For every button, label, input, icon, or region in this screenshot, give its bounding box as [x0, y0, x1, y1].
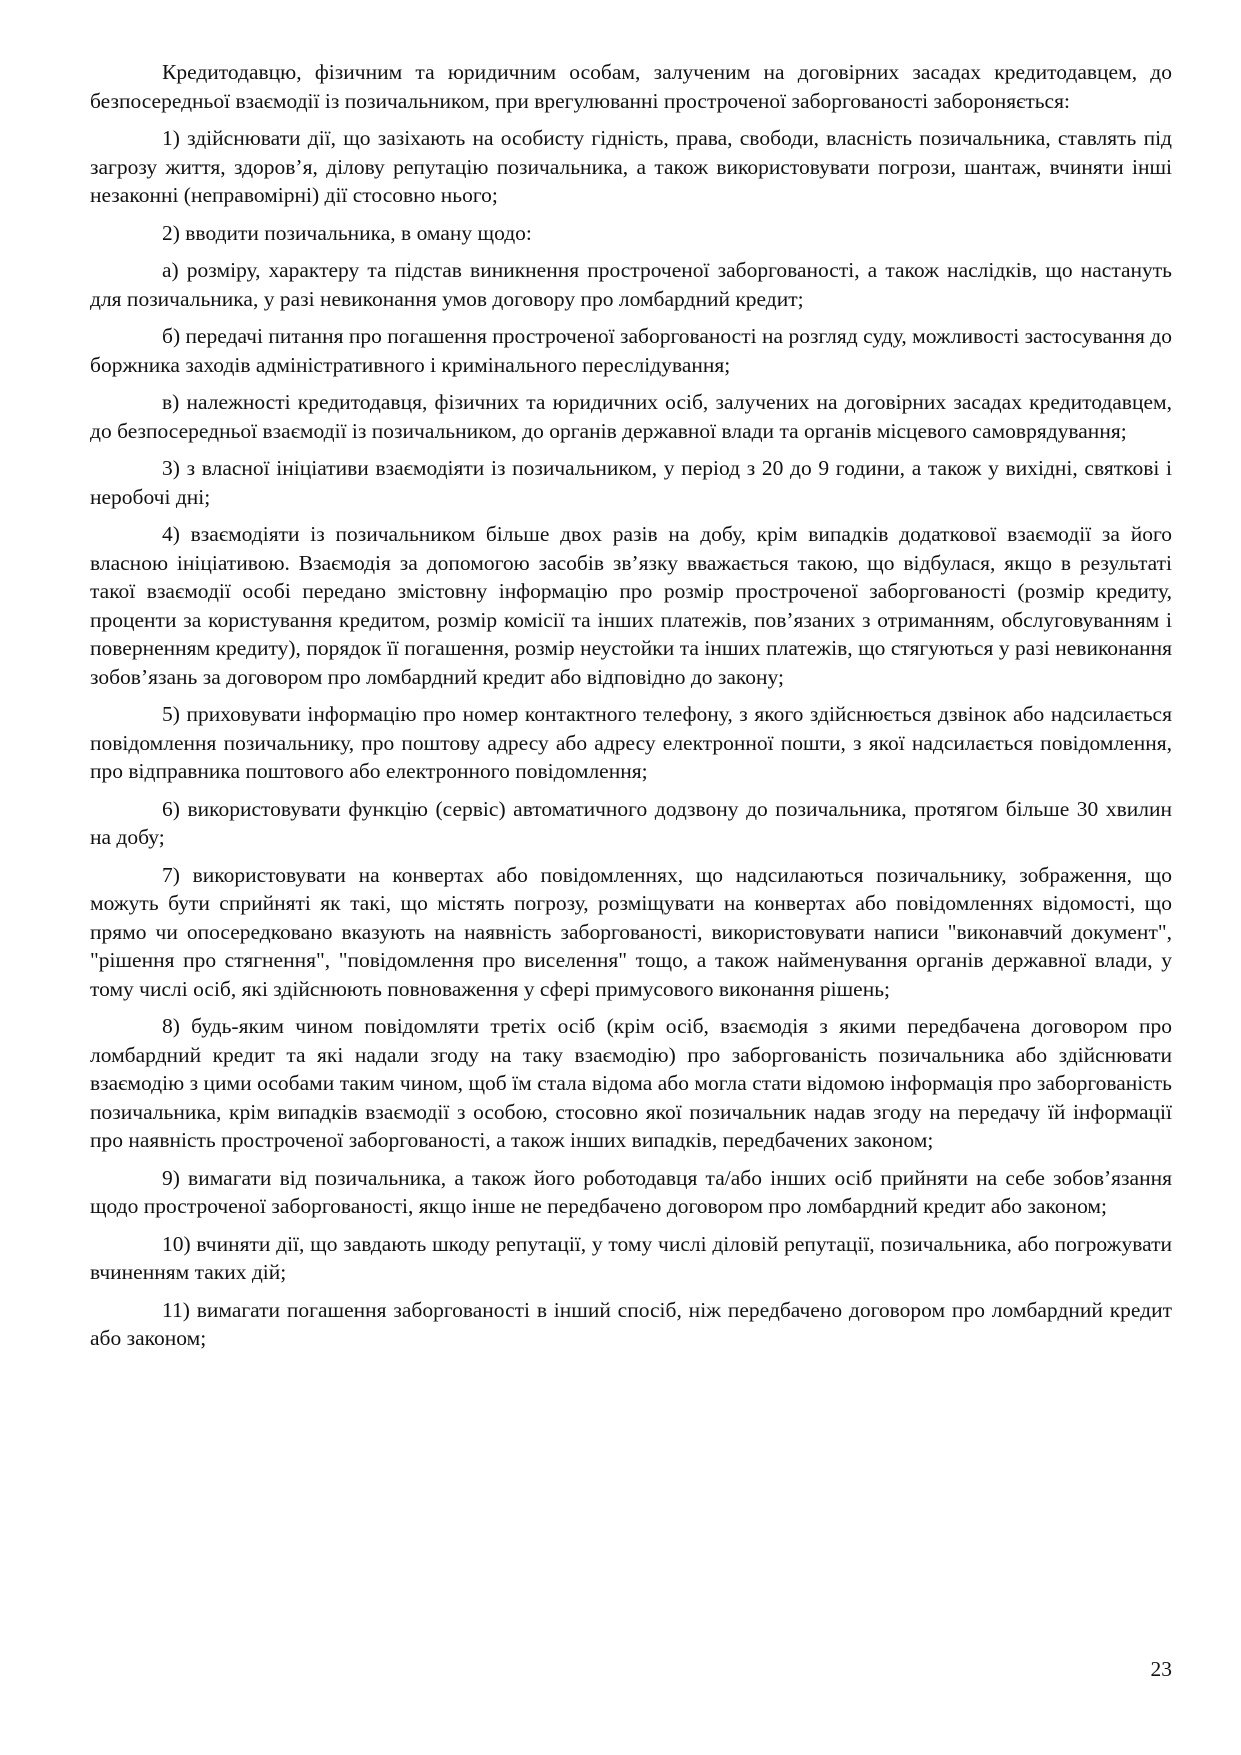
clause-1-paragraph: 1) здійснювати дії, що зазіхають на особисту гідність, права, свободи, власність позичальника, ставлять під загрозу життя, здоров’я, ділову репутацію позичальника, а також використовувати погрози, шантаж, вчиняти інші незаконні (неправомірні) дії стосовно нього;: [90, 126, 1172, 207]
intro-paragraph: Кредитодавцю, фізичним та юридичним особам, залученим на договірних засадах кредитодавцем, до безпосередньої взаємодії із позичальником, при врегулюванні простроченої заборгованості забороняється:: [90, 60, 1172, 113]
clause-6-paragraph: 6) використовувати функцію (сервіс) автоматичного додзвону до позичальника, протягом більше 30 хвилин на добу;: [90, 796, 1172, 849]
clause-7-paragraph: 7) використовувати на конвертах або повідомленнях, що надсилаються позичальнику, зображення, що можуть бути сприйняті як такі, що містять погрозу, розміщувати на конвертах або повідомленнях відомості, що прямо чи опосередковано вказують на наявність заборгованості, використовувати написи "виконавчий документ", "рішення про стягнення", "повідомлення про виселення" тощо, а також найменування органів державної влади, у тому числі осіб, які здійснюють повноваження у сфері примусового виконання рішень;: [90, 862, 1172, 1001]
clause-4-paragraph: 4) взаємодіяти із позичальником більше двох разів на добу, крім випадків додаткової взаємодії за його власною ініціативою. Взаємодія за допомогою засобів зв’язку вважається такою, що відбулася, якщо в результаті такої взаємодії особі передано змістовну інформацію про розмір простроченої заборгованості (розмір кредиту, проценти за користування кредитом, розмір комісії та інших платежів, пов’язаних з отриманням, обслуговуванням і поверненням кредиту), порядок її погашення, розмір неустойки та інших платежів, що стягуються у разі невиконання зобов’язань за договором про ломбардний кредит або відповідно до закону;: [90, 522, 1172, 689]
page-number: 23: [1150, 1657, 1172, 1681]
clause-10-paragraph: 10) вчиняти дії, що завдають шкоду репутації, у тому числі діловій репутації, позичальника, або погрожувати вчиненням таких дій;: [90, 1231, 1172, 1284]
clause-8-paragraph: 8) будь-яким чином повідомляти третіх осіб (крім осіб, взаємодія з якими передбачена договором про ломбардний кредит та які надали згоду на таку взаємодію) про заборгованість позичальника або здійснювати взаємодію з цими особами таким чином, щоб їм стала відома або могла стати відомою інформація про заборгованість позичальника, крім випадків взаємодії з особою, стосовно якої позичальник надав згоду на передачу їй інформації про наявність простроченої заборгованості, а також інших випадків, передбачених законом;: [90, 1014, 1172, 1152]
clause-9-paragraph: 9) вимагати від позичальника, а також його роботодавця та/або інших осіб прийняти на себе зобов’язання щодо простроченої заборгованості, якщо інше не передбачено договором про ломбардний кредит або законом;: [90, 1165, 1172, 1218]
clause-2a-paragraph: а) розміру, характеру та підстав виникнення простроченої заборгованості, а також наслідків, що настануть для позичальника, у разі невиконання умов договору про ломбардний кредит;: [90, 258, 1172, 311]
clause-2-paragraph: 2) вводити позичальника, в оману щодо:: [162, 220, 532, 245]
clause-5-paragraph: 5) приховувати інформацію про номер контактного телефону, з якого здійснюється дзвінок або надсилається повідомлення позичальнику, про поштову адресу або адресу електронної пошти, з якої надсилається повідомлення, про відправника поштового або електронного повідомлення;: [90, 702, 1172, 783]
clause-2c-paragraph: в) належності кредитодавця, фізичних та юридичних осіб, залучених на договірних засадах кредитодавцем, до безпосередньої взаємодії із позичальником, до органів державної влади та органів місцевого самоврядування;: [90, 390, 1172, 443]
clause-11-paragraph: 11) вимагати погашення заборгованості в інший спосіб, ніж передбачено договором про ломбардний кредит або законом;: [90, 1297, 1172, 1350]
clause-2b-paragraph: б) передачі питання про погашення простроченої заборгованості на розгляд суду, можливості застосування до боржника заходів адміністративного і кримінального переслідування;: [90, 324, 1172, 377]
document-page: [90, 58, 1172, 1362]
clause-3-paragraph: 3) з власної ініціативи взаємодіяти із позичальником, у період з 20 до 9 години, а також у вихідні, святкові і неробочі дні;: [90, 456, 1172, 509]
